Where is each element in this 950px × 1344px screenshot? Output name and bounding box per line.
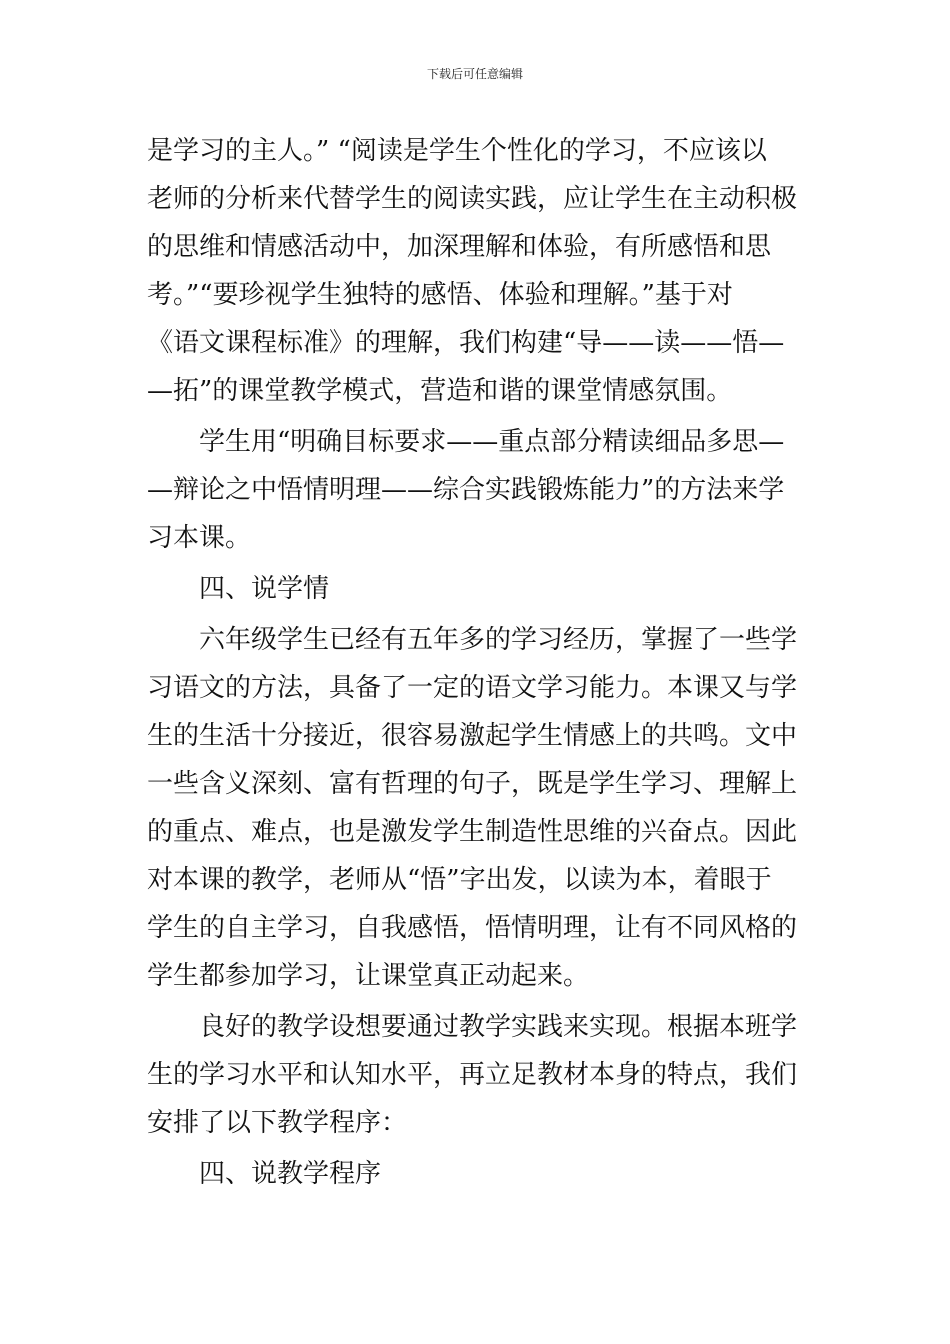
text-line: 良好的教学设想要通过教学实践来实现。根据本班学 [199,1012,798,1042]
text-line: 老师的分析来代替学生的阅读实践，应让学生在主动积极 [147,184,798,214]
text-line: —拓”的课堂教学模式，营造和谐的课堂情感氛围。 [147,376,733,406]
text-line: 考。”“要珍视学生独特的感悟、体验和理解。”基于对 [147,280,733,310]
document-body [147,127,807,1198]
text-line: 六年级学生已经有五年多的学习经历，掌握了一些学 [199,625,798,655]
text-line: 是学习的主人。” “阅读是学生个性化的学习，不应该以 [147,136,767,166]
text-line: 一些含义深刻、富有哲理的句子，既是学生学习、理解上 [147,769,798,799]
section-heading: 四、说教学程序 [199,1159,382,1189]
paragraph-continuation [147,127,807,415]
paragraph-learning-method [147,418,807,562]
paragraph-student-analysis [147,616,807,1000]
section-heading: 四、说学情 [199,574,330,604]
text-line: 对本课的教学，老师从“悟”字出发，以读为本，着眼于 [147,865,772,895]
text-line: 习语文的方法，具备了一定的语文学习能力。本课又与学 [147,673,798,703]
section-heading-teaching-procedure [147,1150,807,1198]
text-line: —辩论之中悟情明理——综合实践锻炼能力”的方法来学 [147,475,785,505]
text-line: 习本课。 [147,523,252,553]
section-heading-student-analysis [147,565,807,613]
text-line: 生的生活十分接近，很容易激起学生情感上的共鸣。文中 [147,721,798,751]
text-line: 安排了以下教学程序： [147,1108,408,1138]
text-line: 学生都参加学习，让课堂真正动起来。 [147,961,590,991]
text-line: 的重点、难点，也是激发学生制造性思维的兴奋点。因此 [147,817,798,847]
text-line: 学生的自主学习，自我感悟，悟情明理，让有不同风格的 [147,913,798,943]
text-line: 《语文课程标准》的理解，我们构建“导——读——悟— [147,328,785,358]
text-line: 学生用“明确目标要求——重点部分精读细品多思— [199,427,785,457]
paragraph-teaching-plan [147,1003,807,1147]
text-line: 生的学习水平和认知水平，再立足教材本身的特点，我们 [147,1060,798,1090]
text-line: 的思维和情感活动中，加深理解和体验，有所感悟和思 [147,232,772,262]
page-header: 下载后可任意编辑 [426,67,523,81]
